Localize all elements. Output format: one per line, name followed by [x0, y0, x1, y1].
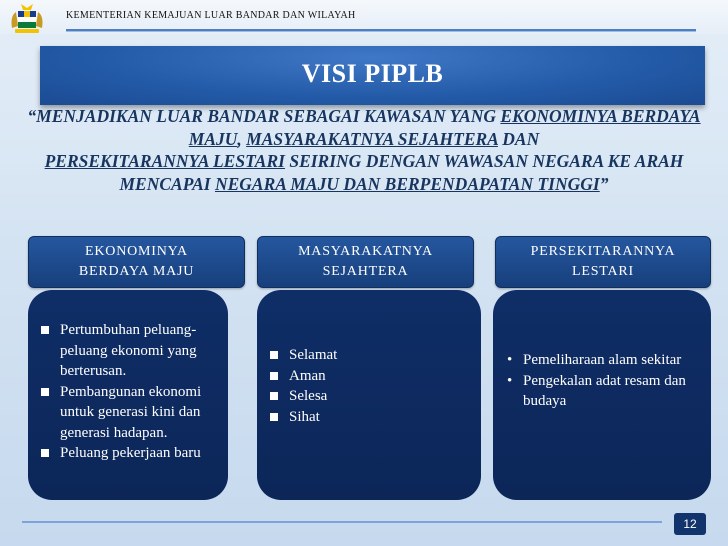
list-item: • Pengekalan adat resam dan budaya	[507, 371, 697, 412]
column-box-persekitaran	[493, 290, 711, 500]
column-header-line: LESTARI	[571, 264, 635, 279]
list-item: Aman	[267, 366, 471, 387]
list-item: Pertumbuhan peluang-peluang ekonomi yang berterusan.	[38, 320, 222, 382]
list-item: Selamat	[267, 345, 471, 366]
column-box-ekonomi	[28, 290, 228, 500]
column-header-masyarakat	[257, 236, 474, 288]
slide-title: VISI PIPLB	[301, 59, 444, 88]
header-divider	[66, 29, 696, 32]
vision-text: SEIRING DENGAN WAWASAN NEGARA KE ARAH MENCAPAI	[119, 151, 684, 194]
column-header-ekonomi	[28, 236, 245, 288]
title-banner	[40, 46, 705, 105]
vision-highlight-negara: NEGARA MAJU DAN BERPENDAPATAN TINGGI	[214, 173, 600, 194]
footer-divider	[22, 521, 662, 523]
vision-text: ,	[237, 128, 247, 149]
vision-statement	[0, 105, 728, 195]
column-header-line: EKONOMINYA	[85, 244, 188, 259]
column-header-line: SEJAHTERA	[322, 264, 409, 279]
page-number-badge: 12	[674, 513, 706, 535]
column-header-line: PERSEKITARANNYA	[530, 244, 676, 259]
vision-highlight-persekitaran: PERSEKITARANNYA LESTARI	[44, 151, 285, 171]
list-item: Peluang pekerjaan baru	[38, 443, 222, 464]
malaysia-coat-of-arms-icon	[8, 2, 46, 36]
vision-text: “MENJADIKAN LUAR BANDAR SEBAGAI KAWASAN YANG	[27, 106, 501, 126]
vision-text: DAN	[497, 128, 540, 149]
column-header-line: BERDAYA MAJU	[78, 264, 195, 279]
vision-highlight-masyarakat: MASYARAKATNYA SEJAHTERA	[246, 128, 498, 149]
list-item: • Pemeliharaan alam sekitar	[507, 350, 697, 371]
vision-highlight-ekonomi: EKONOMINYA BERDAYA MAJU	[188, 106, 701, 149]
vision-text: ”	[599, 173, 609, 194]
list-item: Selesa	[267, 386, 471, 407]
column-box-masyarakat	[257, 290, 481, 500]
ministry-name: KEMENTERIAN KEMAJUAN LUAR BANDAR DAN WILAYAH	[66, 10, 356, 21]
list-item: Pembangunan ekonomi untuk generasi kini dan generasi hadapan.	[38, 382, 222, 444]
list-item: Sihat	[267, 407, 471, 428]
column-header-persekitaran	[495, 236, 711, 288]
column-header-line: MASYARAKATNYA	[298, 244, 433, 259]
